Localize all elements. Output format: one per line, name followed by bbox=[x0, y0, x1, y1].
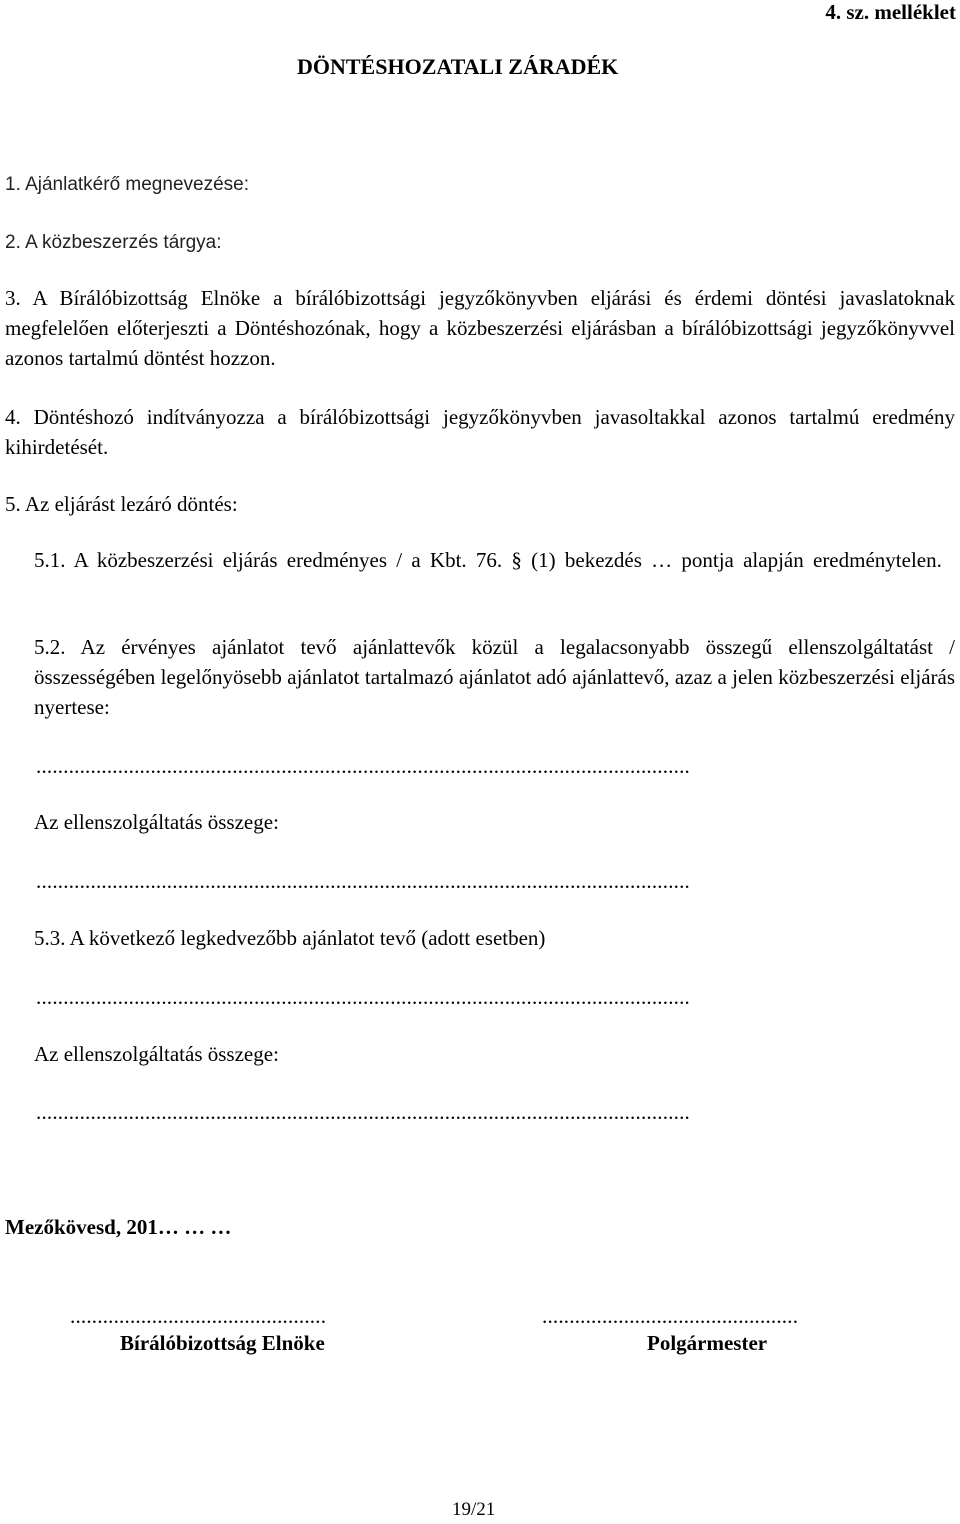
document-title: DÖNTÉSHOZATALI ZÁRADÉK bbox=[297, 54, 619, 79]
amount-blank-line-1: ........................................................................................................................ bbox=[36, 869, 690, 893]
right-signature-title: Polgármester bbox=[647, 1331, 768, 1355]
page-number: 19/21 bbox=[452, 1499, 496, 1520]
section-5-2-paragraph: 5.2. Az érvényes ajánlatot tevő ajánlattevők közül a legalacsonyabb összegű ellenszolgáltatást / összességében legelőnyösebb ajánlatot tartalmazó ajánlatot adó ajánlattevő, azaz a jelen közbeszerzési eljárás nyertese: bbox=[34, 635, 955, 719]
amount-label-1: Az ellenszolgáltatás összege: bbox=[34, 810, 279, 834]
section-5-3-label: 5.3. A következő legkedvezőbb ajánlatot tevő (adott esetben) bbox=[34, 926, 546, 950]
section-2-label: 2. A közbeszerzés tárgya: bbox=[5, 232, 222, 253]
section-5-1-paragraph: 5.1. A közbeszerzési eljárás eredményes / a Kbt. 76. § (1) bekezdés … pontja alapján eredménytelen. bbox=[34, 548, 942, 572]
left-signature-line: ............................................... bbox=[70, 1304, 327, 1328]
section-4-paragraph: 4. Döntéshozó indítványozza a bírálóbizottsági jegyzőkönyvben javasoltakkal azonos tartalmú eredmény kihirdetését. bbox=[5, 405, 955, 459]
amount-blank-line-2: ........................................................................................................................ bbox=[36, 1100, 690, 1124]
place-and-date: Mezőkövesd, 201… … … bbox=[5, 1215, 232, 1239]
next-bidder-blank-line: ........................................................................................................................ bbox=[36, 985, 690, 1009]
section-3-paragraph: 3. A Bírálóbizottság Elnöke a bírálóbizottsági jegyzőkönyvben eljárási és érdemi döntési javaslatoknak megfelelően előterjeszti a Döntéshozónak, hogy a közbeszerzési eljárásban a bírálóbizottsági jegyzőkönyvvel azonos tartalmú döntést hozzon. bbox=[5, 286, 955, 370]
amount-label-2: Az ellenszolgáltatás összege: bbox=[34, 1042, 279, 1066]
annex-label: 4. sz. melléklet bbox=[825, 0, 956, 24]
left-signature-title: Bírálóbizottság Elnöke bbox=[120, 1331, 325, 1355]
right-signature-line: ............................................... bbox=[542, 1304, 799, 1328]
winner-blank-line: ........................................................................................................................ bbox=[36, 754, 690, 778]
section-5-label: 5. Az eljárást lezáró döntés: bbox=[5, 492, 238, 516]
section-1-label: 1. Ajánlatkérő megnevezése: bbox=[5, 174, 249, 195]
